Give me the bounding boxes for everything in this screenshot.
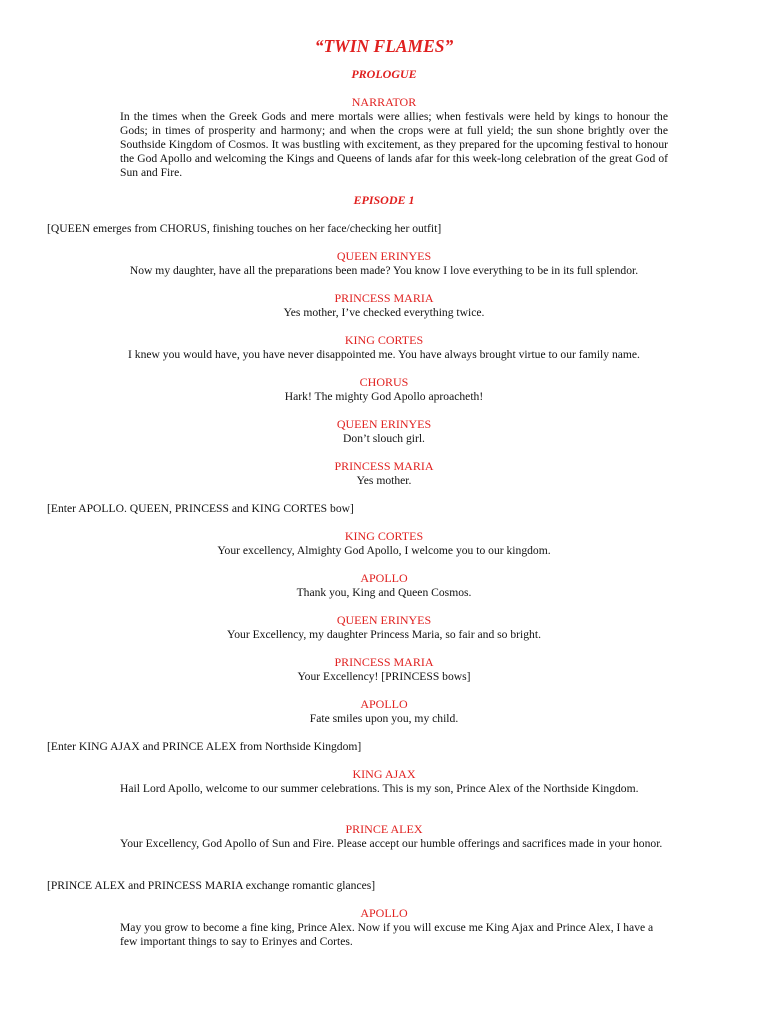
dialogue-line: Your excellency, Almighty God Apollo, I welcome you to our kingdom. (217, 544, 551, 557)
speaker-chorus: CHORUS (359, 375, 409, 389)
speaker-queen-erinyes: QUEEN ERINYES (336, 249, 432, 263)
dialogue-line: Fate smiles upon you, my child. (309, 712, 459, 725)
dialogue-line: Now my daughter, have all the preparations been made? You know I love everything to be in its full splendor. (129, 264, 639, 277)
dialogue-line: I knew you would have, you have never disappointed me. You have always brought virtue to our family name. (128, 348, 640, 361)
speaker-prince-alex: PRINCE ALEX (345, 822, 423, 836)
dialogue-line: Yes mother, I’ve checked everything twice. (283, 306, 485, 319)
dialogue-line: Don’t slouch girl. (343, 432, 425, 445)
narrator-text: In the times when the Greek Gods and mere mortals were allies; when festivals were held by kings to honour the Gods; in times of prosperity and harmony; and when the crops were at full yield; the sun shone brightly over the Southside Kingdom of Cosmos. It was bustling with excitement, as they prepared for the upcoming festival to honour the God Apollo and welcoming the Kings and Queens of lands afar for this week-long celebration of the great God of Sun and Fire. (120, 110, 668, 179)
dialogue-line: Hark! The mighty God Apollo aproacheth! (284, 390, 484, 403)
dialogue-line: Yes mother. (356, 474, 412, 487)
dialogue-line: Your Excellency, my daughter Princess Maria, so fair and so bright. (227, 628, 541, 641)
dialogue-line: Your Excellency! [PRINCESS bows] (297, 670, 471, 683)
speaker-king-ajax: KING AJAX (352, 767, 416, 781)
dialogue-line: May you grow to become a fine king, Prince Alex. Now if you will excuse me King Ajax and Prince Alex, I have a few important things to say to Erinyes and Cortes. (120, 921, 654, 948)
stage-direction-4: [PRINCE ALEX and PRINCESS MARIA exchange romantic glances] (47, 879, 376, 892)
speaker-apollo: APOLLO (360, 571, 408, 585)
speaker-princess-maria: PRINCESS MARIA (334, 655, 434, 669)
speaker-apollo: APOLLO (360, 906, 408, 920)
speaker-queen-erinyes: QUEEN ERINYES (336, 613, 432, 627)
speaker-king-cortes: KING CORTES (344, 333, 424, 347)
speaker-narrator: NARRATOR (351, 95, 417, 109)
episode-heading: EPISODE 1 (353, 193, 415, 207)
dialogue-line: Hail Lord Apollo, welcome to our summer celebrations. This is my son, Prince Alex of the Northside Kingdom. (120, 782, 639, 795)
play-title: “TWIN FLAMES” (314, 36, 454, 56)
speaker-queen-erinyes: QUEEN ERINYES (336, 417, 432, 431)
stage-direction-1: [QUEEN emerges from CHORUS, finishing touches on her face/checking her outfit] (47, 222, 442, 235)
stage-direction-3: [Enter KING AJAX and PRINCE ALEX from Northside Kingdom] (47, 740, 362, 753)
dialogue-line: Thank you, King and Queen Cosmos. (296, 586, 472, 599)
speaker-king-cortes: KING CORTES (344, 529, 424, 543)
prologue-heading: PROLOGUE (351, 67, 417, 81)
speaker-princess-maria: PRINCESS MARIA (334, 291, 434, 305)
stage-direction-2: [Enter APOLLO. QUEEN, PRINCESS and KING CORTES bow] (47, 502, 354, 515)
speaker-apollo: APOLLO (360, 697, 408, 711)
dialogue-line: Your Excellency, God Apollo of Sun and Fire. Please accept our humble offerings and sacrifices made in your honor. (120, 837, 663, 850)
speaker-princess-maria: PRINCESS MARIA (334, 459, 434, 473)
